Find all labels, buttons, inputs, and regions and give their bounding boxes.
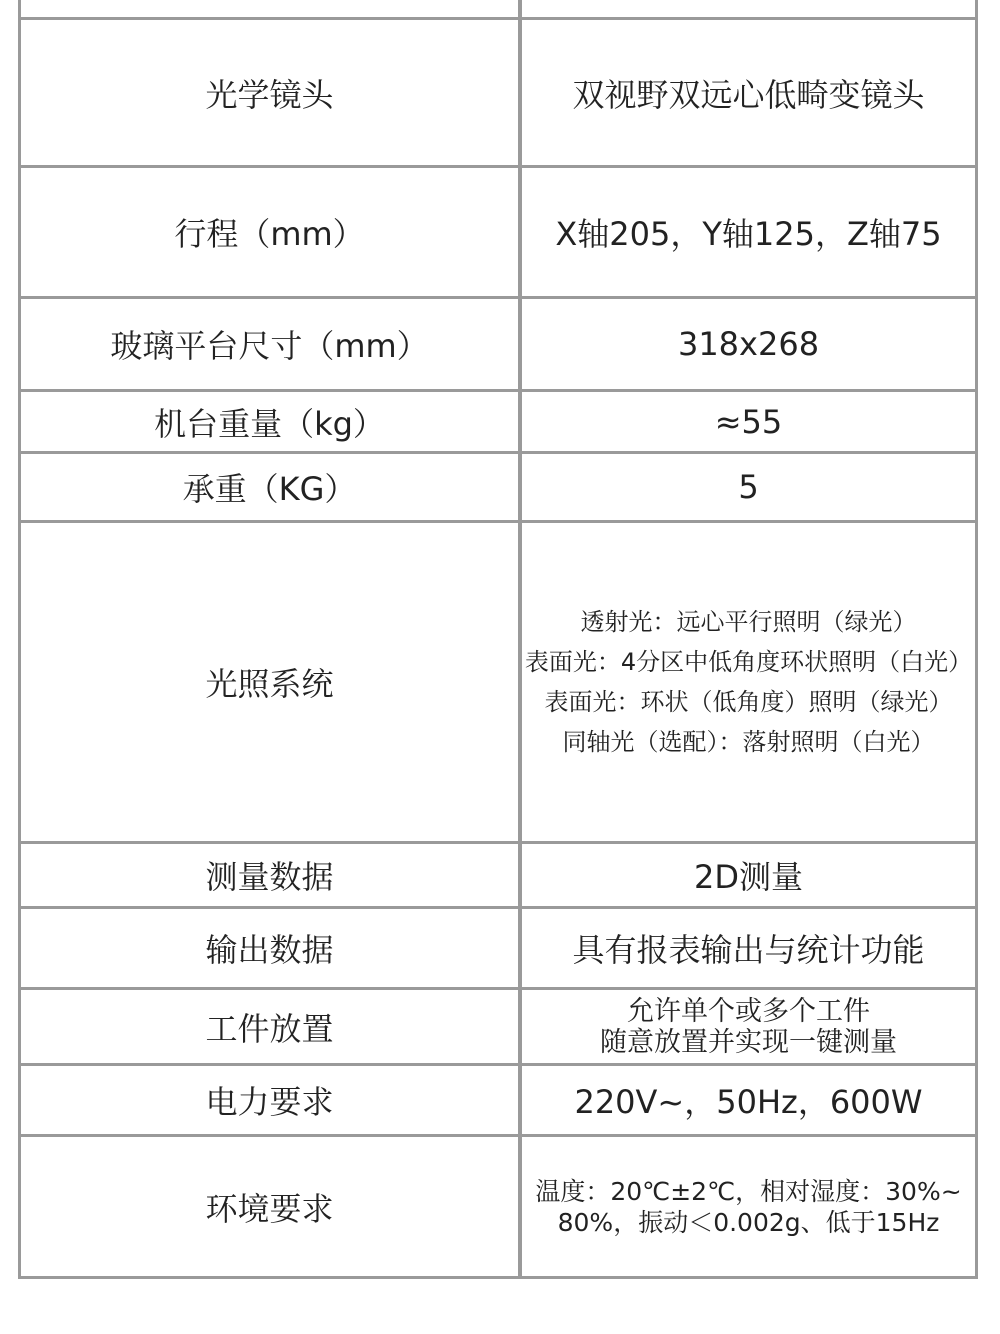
label-machine-weight: 机台重量（kg） xyxy=(154,404,385,443)
value-power-requirement: 220V~，50Hz，600W xyxy=(574,1083,923,1121)
lighting-line: 表面光：环状（低角度）照明（绿光） xyxy=(544,688,953,716)
table-border-right xyxy=(975,0,978,1279)
label-lighting-system: 光照系统 xyxy=(205,665,334,703)
value-glass-platform-size: 318x268 xyxy=(677,325,820,363)
label-workpiece-placement: 工件放置 xyxy=(205,1009,334,1048)
lighting-line: 表面光：4分区中低角度环状照明（白光） xyxy=(524,648,973,676)
value-load-capacity: 5 xyxy=(738,468,759,506)
value-lighting-system xyxy=(522,523,975,841)
label-travel: 行程（mm） xyxy=(174,215,365,253)
label-measurement-data: 测量数据 xyxy=(205,858,334,896)
value-output-data: 具有报表输出与统计功能 xyxy=(572,931,925,969)
value-measurement-data: 2D测量 xyxy=(693,858,803,896)
environment-line: 温度：20℃±2℃，相对湿度：30%~ xyxy=(535,1176,962,1206)
value-environment-requirement xyxy=(522,1137,975,1276)
label-optical-lens: 光学镜头 xyxy=(205,75,334,114)
table-border-bottom xyxy=(18,1276,978,1279)
value-workpiece-placement xyxy=(522,990,975,1063)
label-output-data: 输出数据 xyxy=(205,931,334,969)
label-power-requirement: 电力要求 xyxy=(205,1083,334,1121)
value-optical-lens: 双视野双远心低畸变镜头 xyxy=(572,75,925,114)
lighting-line: 同轴光（选配）：落射照明（白光） xyxy=(562,728,935,756)
value-travel: X轴205，Y轴125，Z轴75 xyxy=(555,215,942,253)
label-load-capacity: 承重（KG） xyxy=(182,470,357,508)
placement-line: 允许单个或多个工件 xyxy=(627,995,870,1027)
value-machine-weight: ≈55 xyxy=(714,402,783,441)
placement-line: 随意放置并实现一键测量 xyxy=(600,1026,897,1058)
environment-line: 80%，振动＜0.002g、低于15Hz xyxy=(557,1207,940,1237)
label-environment-requirement: 环境要求 xyxy=(205,1189,334,1228)
label-glass-platform-size: 玻璃平台尺寸（mm） xyxy=(110,327,429,365)
lighting-line: 透射光：远心平行照明（绿光） xyxy=(580,608,917,636)
